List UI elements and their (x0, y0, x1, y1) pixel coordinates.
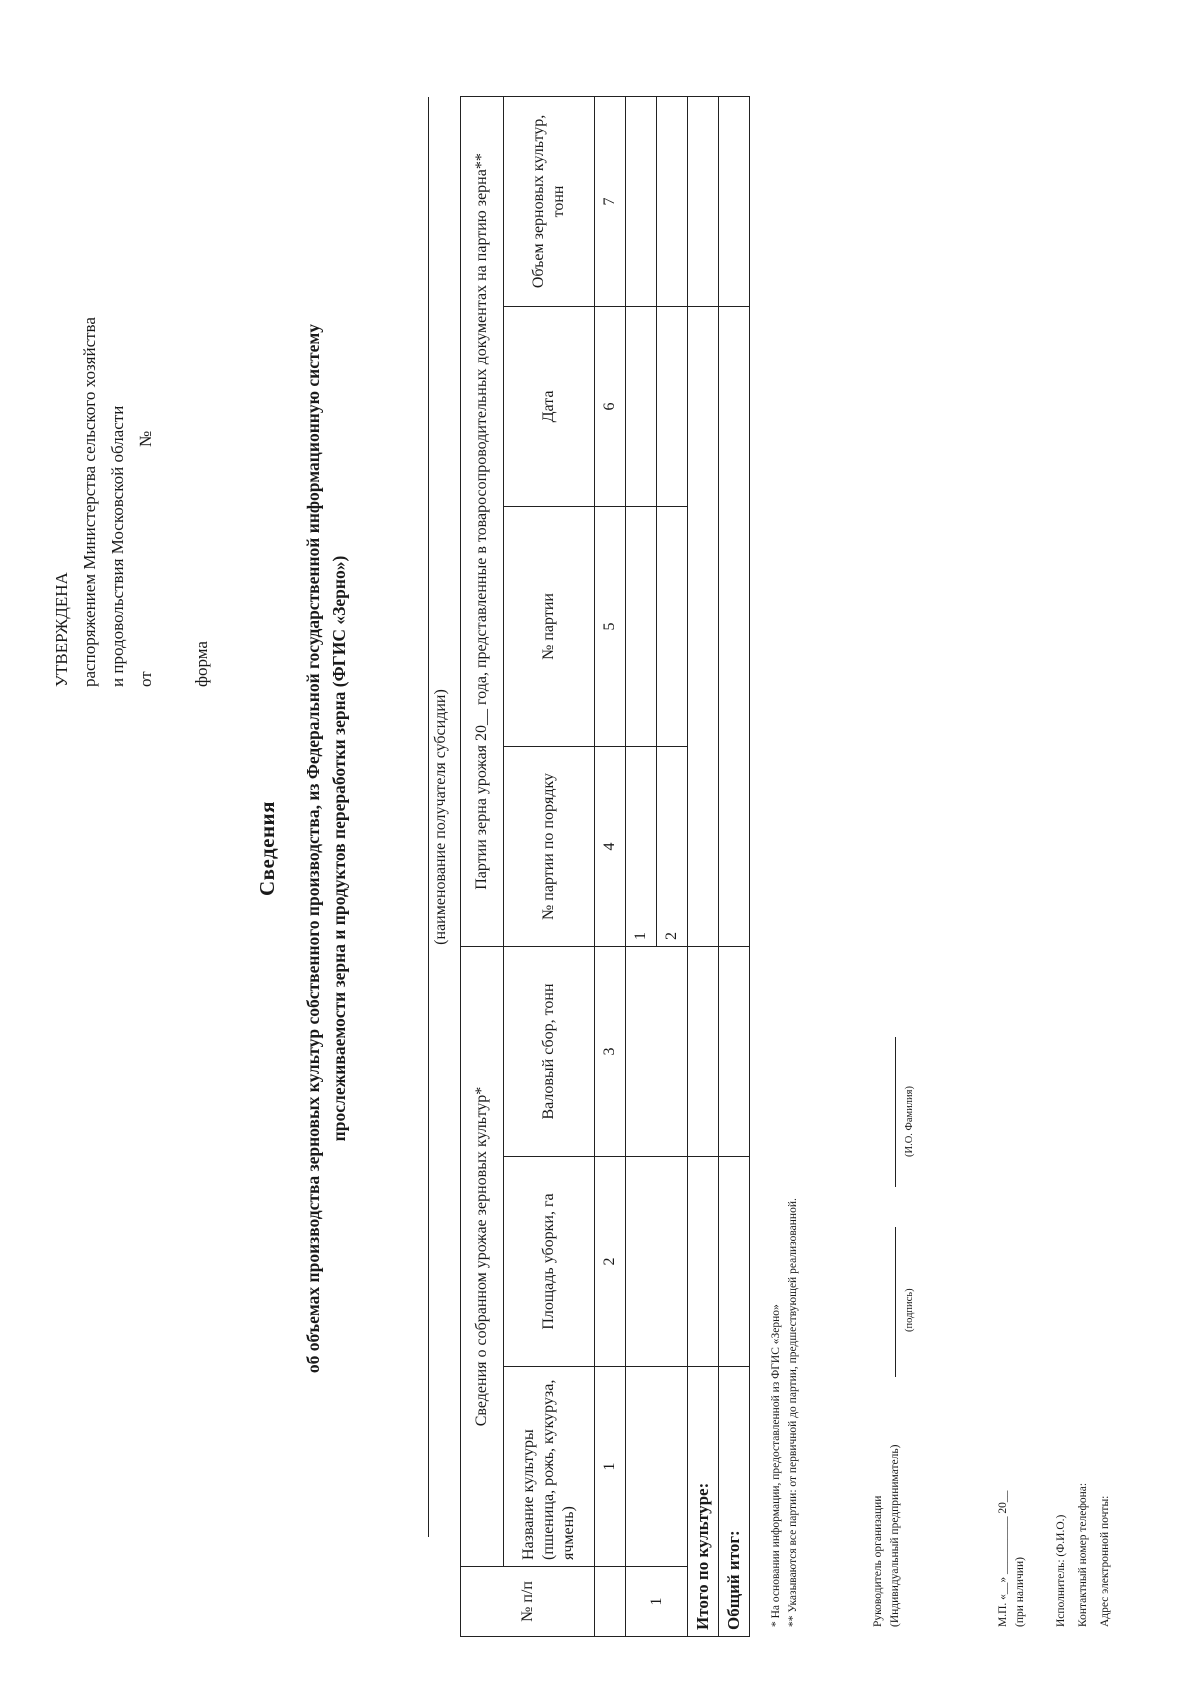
cell-subtotal-empty (688, 306, 719, 946)
cell-subtotal-volume[interactable] (688, 96, 719, 306)
cell-total-volume[interactable] (719, 96, 750, 306)
executor-label: Исполнитель: (Ф.И.О.) (1055, 1514, 1067, 1627)
signature-block (870, 727, 931, 1627)
name-caption: (И.О. Фамилия) (904, 1086, 915, 1157)
header-group-batches: Партии зерна урожая 20__ года, представленные в товаросопроводительных документах на партию зерна** (461, 96, 504, 946)
approval-block (48, 127, 216, 687)
executor-block (1050, 1483, 1116, 1627)
cell-crop-name[interactable] (626, 1367, 688, 1567)
table-row (626, 96, 657, 1636)
stamp-note: (при наличии) (1014, 1557, 1026, 1627)
header-date: Дата (504, 306, 595, 506)
head-of-organization-label: Руководитель организации (872, 1495, 884, 1627)
column-number: 4 (595, 746, 626, 946)
phone-label: Контактный номер телефона: (1077, 1482, 1089, 1627)
approval-from-label: от (136, 671, 155, 687)
cell-batch-number[interactable] (626, 506, 657, 746)
header-crop-name: Название культуры (пшеница, рожь, кукуруза, ячмень) (504, 1367, 595, 1567)
header-grain-volume: Объем зерновых культур, тонн (504, 96, 595, 306)
stamp-date-line: М.П. «__» __________ 20__ (997, 1490, 1009, 1627)
total-row (719, 96, 750, 1636)
column-number: 3 (595, 946, 626, 1156)
column-number: 2 (595, 1157, 626, 1367)
approval-date-number (132, 127, 160, 687)
subtotal-label: Итого по культуре: (688, 1367, 719, 1637)
column-number: 5 (595, 506, 626, 746)
cell-total-empty (719, 306, 750, 946)
recipient-caption: (наименование получателя субсидии) (432, 689, 449, 945)
header-harvest-area: Площадь уборки, га (504, 1157, 595, 1367)
table-column-numbers-row (595, 96, 626, 1636)
cell-volume[interactable] (657, 96, 688, 306)
column-number: 1 (595, 1367, 626, 1567)
column-number: 6 (595, 306, 626, 506)
table-header-row-columns (504, 96, 595, 1636)
cell-batch-order: 1 (626, 746, 657, 946)
footnotes (768, 1198, 802, 1627)
cell-subtotal-area[interactable] (688, 1157, 719, 1367)
name-line[interactable] (895, 1037, 896, 1187)
approval-form-label: форма (192, 641, 211, 687)
table-header-row-groups (461, 96, 504, 1636)
header-gross-yield: Валовый сбор, тонн (504, 946, 595, 1156)
footnote-2: ** Указываются все партии: от первичной до партии, предшествующей реализованной. (787, 1198, 799, 1627)
header-group-harvest: Сведения о собранном урожае зерновых культур* (461, 946, 504, 1566)
subtotal-row (688, 96, 719, 1636)
approval-line-ministry: распоряжением Министерства сельского хозяйства (80, 317, 99, 687)
cell-gross-yield[interactable] (626, 946, 688, 1156)
row-index: 1 (626, 1567, 688, 1637)
header-batch-number: № партии (504, 506, 595, 746)
approval-line-region: и продовольствия Московской области (108, 405, 127, 687)
cell-date[interactable] (657, 306, 688, 506)
stamp-date-block (995, 1491, 1029, 1627)
footnote-1: * На основании информации, предоставленной из ФГИС «Зерно» (770, 1304, 782, 1627)
approval-number-label: № (136, 430, 155, 448)
approval-title: УТВЕРЖДЕНА (52, 572, 71, 687)
column-number: 7 (595, 96, 626, 306)
cell-total-yield[interactable] (719, 946, 750, 1156)
email-label: Адрес электронной почты: (1099, 1495, 1111, 1627)
table-cell (595, 1567, 626, 1637)
cell-subtotal-yield[interactable] (688, 946, 719, 1156)
cell-date[interactable] (626, 306, 657, 506)
cell-volume[interactable] (626, 96, 657, 306)
cell-harvest-area[interactable] (626, 1157, 688, 1367)
document-title: Сведения (255, 800, 279, 897)
header-col-number: № п/п (461, 1567, 595, 1637)
header-batch-order: № партии по порядку (504, 746, 595, 946)
signature-line[interactable] (895, 1227, 896, 1377)
cell-batch-order: 2 (657, 746, 688, 946)
cell-batch-number[interactable] (657, 506, 688, 746)
subtitle-line-2: прослеживаемости зерна и продуктов переработки зерна (ФГИС «Зерно») (329, 555, 349, 1142)
document-subtitle (300, 0, 352, 1697)
subtitle-line-1: об объемах производства зерновых культур собственного производства, из Федеральной государственной информационную систему (303, 323, 323, 1374)
head-signature-row (887, 727, 931, 1627)
cell-total-area[interactable] (719, 1157, 750, 1367)
total-label: Общий итог: (719, 1367, 750, 1637)
signature-caption: (подпись) (904, 1288, 915, 1332)
entrepreneur-label: (Индивидуальный предприниматель) (889, 1444, 901, 1627)
grain-data-table (460, 96, 750, 1637)
recipient-name-line[interactable] (428, 97, 429, 1537)
